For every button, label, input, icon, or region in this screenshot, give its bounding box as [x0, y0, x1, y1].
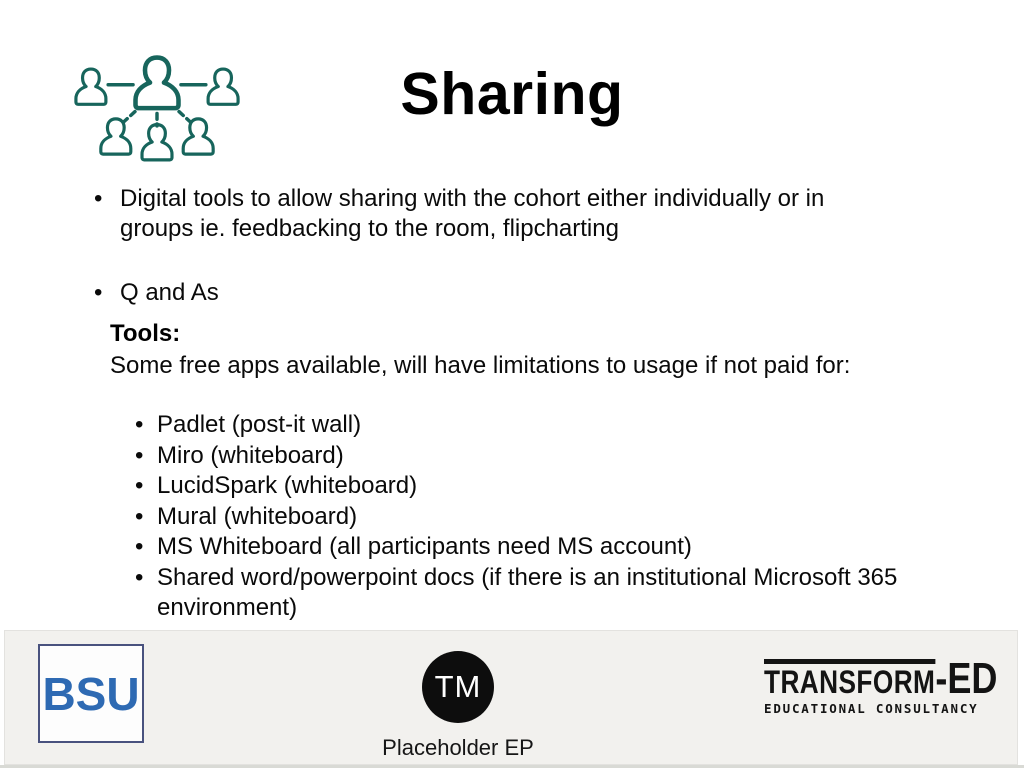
tools-subtitle: Some free apps available, will have limitations to usage if not paid for: — [110, 352, 851, 379]
transform-ed-logo — [764, 654, 998, 716]
tm-badge-text: TM — [434, 669, 482, 704]
bsu-logo-text: BSU — [42, 667, 140, 720]
tool-item-mural: • Mural (whiteboard) — [133, 502, 945, 533]
tool-item-ms-whiteboard: • MS Whiteboard (all participants need MS account) — [133, 532, 945, 563]
transform-ed-name-main: TRANSFORM — [764, 659, 935, 698]
transform-ed-name — [764, 654, 998, 703]
tool-item-padlet: • Padlet (post-it wall) — [133, 410, 945, 441]
tool-item-miro: • Miro (whiteboard) — [133, 441, 945, 472]
tool-item-shared-docs: • Shared word/powerpoint docs (if there is an institutional Microsoft 365 environment) — [133, 563, 945, 624]
transform-ed-name-suffix: -ED — [935, 654, 998, 703]
tm-caption: Placeholder EP — [382, 735, 534, 760]
bullet-digital-tools: • Digital tools to allow sharing with the cohort either individually or in groups ie. feedbacking to the room, flipcharting — [90, 184, 900, 244]
bullet-q-and-as: • Q and As — [90, 278, 720, 308]
tool-item-lucidspark: • LucidSpark (whiteboard) — [133, 471, 945, 502]
tools-heading: Tools: — [110, 320, 181, 347]
slide-title: Sharing — [400, 61, 624, 127]
transform-ed-subtitle: EDUCATIONAL CONSULTANCY — [764, 701, 979, 716]
bsu-logo — [38, 644, 144, 743]
tm-badge — [422, 651, 494, 723]
tool-list — [133, 410, 945, 624]
